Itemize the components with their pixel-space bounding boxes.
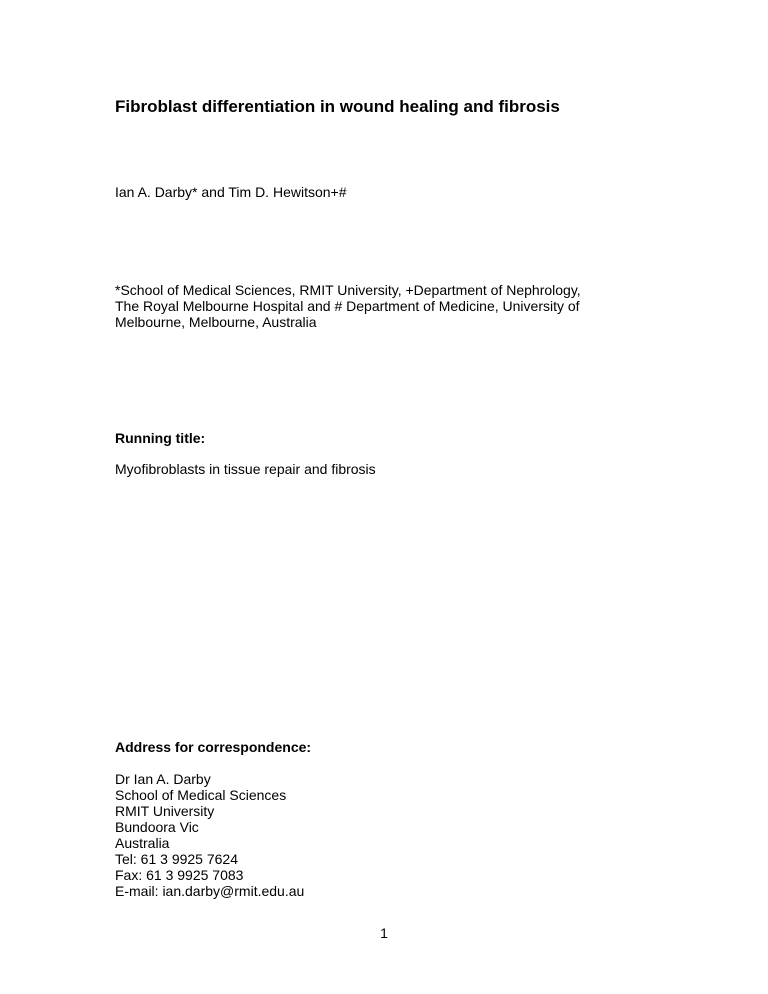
phone-line: Tel: 61 3 9925 7624	[115, 851, 238, 867]
author-list: Ian A. Darby* and Tim D. Hewitson+#	[115, 184, 347, 200]
affiliation-block	[115, 282, 581, 330]
running-title-text: Myofibroblasts in tissue repair and fibrosis	[115, 461, 376, 477]
correspondence-label: Address for correspondence:	[115, 739, 312, 755]
paper-title: Fibroblast differentiation in wound healing and fibrosis	[115, 97, 560, 116]
address-line: Dr Ian A. Darby	[115, 771, 211, 787]
address-line: Australia	[115, 835, 170, 851]
fax-line: Fax: 61 3 9925 7083	[115, 867, 244, 883]
page-number: 1	[380, 925, 388, 941]
correspondence-address	[115, 771, 304, 899]
affiliation-line: The Royal Melbourne Hospital and # Department of Medicine, University of	[115, 298, 580, 314]
affiliation-line: Melbourne, Melbourne, Australia	[115, 314, 317, 330]
running-title-label: Running title:	[115, 430, 206, 446]
email-line: E-mail: ian.darby@rmit.edu.au	[115, 883, 305, 899]
affiliation-line: *School of Medical Sciences, RMIT University, +Department of Nephrology,	[115, 282, 581, 298]
address-line: RMIT University	[115, 803, 215, 819]
address-line: School of Medical Sciences	[115, 787, 287, 803]
address-line: Bundoora Vic	[115, 819, 199, 835]
